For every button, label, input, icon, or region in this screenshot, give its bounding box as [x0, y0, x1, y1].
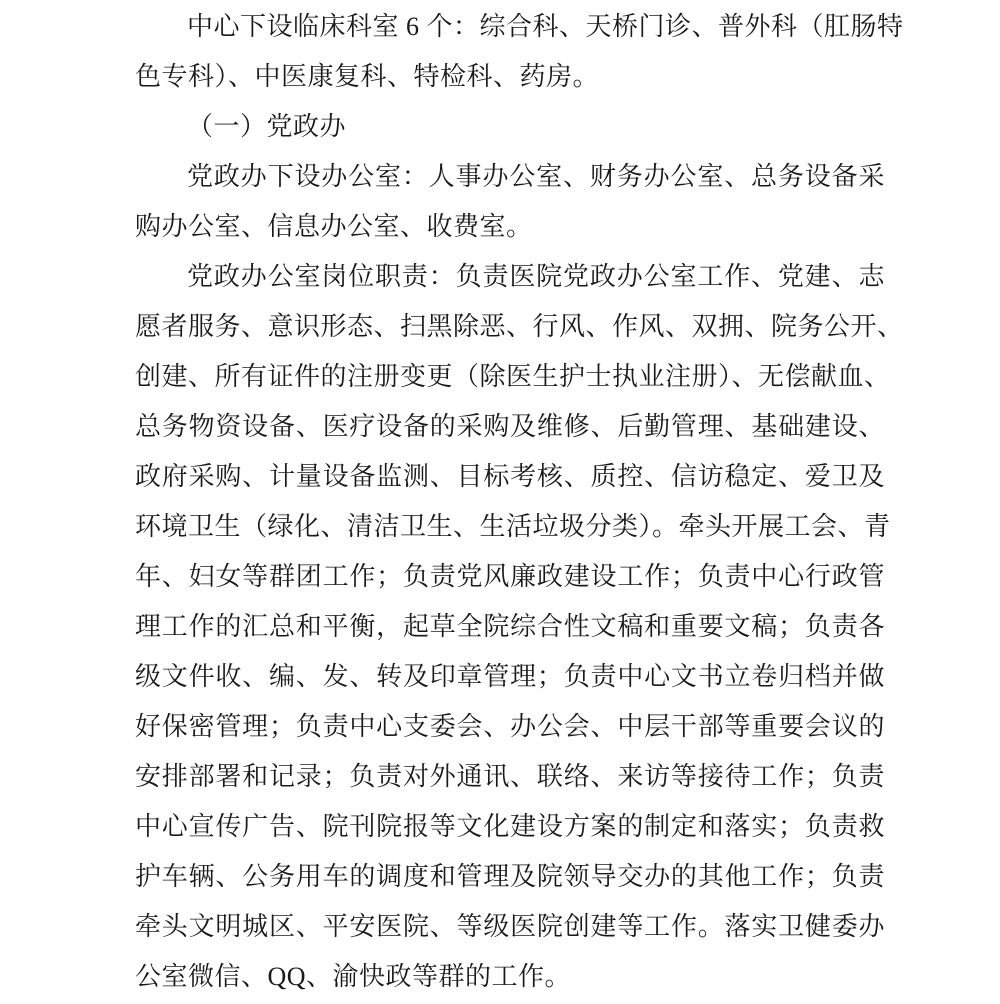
text-block — [135, 2, 904, 1002]
text-line: 中心宣传广告、院刊院报等文化建设方案的制定和落实；负责救 — [135, 812, 885, 841]
text-line: 理工作的汇总和平衡，起草全院综合性文稿和重要文稿；负责各 — [135, 612, 885, 641]
text-line: 安排部署和记录；负责对外通讯、联络、来访等接待工作；负责 — [135, 762, 885, 791]
text-line: 牵头文明城区、平安医院、等级医院创建等工作。落实卫健委办 — [135, 912, 885, 941]
text-line: 色专科）、中医康复科、特检科、药房。 — [135, 62, 600, 91]
text-line: 护车辆、公务用车的调度和管理及院领导交办的其他工作；负责 — [135, 862, 885, 891]
text-line: 政府采购、计量设备监测、目标考核、质控、信访稳定、爱卫及 — [135, 462, 885, 491]
text-line: 环境卫生（绿化、清洁卫生、生活垃圾分类）。牵头开展工会、青 — [135, 512, 891, 541]
text-line: 党政办下设办公室：人事办公室、财务办公室、总务设备采 — [187, 162, 885, 191]
text-line: 年、妇女等群团工作；负责党风廉政建设工作；负责中心行政管 — [135, 562, 885, 591]
text-line: 创建、所有证件的注册变更（除医生护士执业注册）、无偿献血、 — [135, 362, 891, 391]
text-line: 级文件收、编、发、转及印章管理；负责中心文书立卷归档并做 — [135, 662, 885, 691]
text-line: 购办公室、信息办公室、收费室。 — [135, 212, 533, 241]
text-line: 公室微信、QQ、渝快政等群的工作。 — [135, 962, 572, 991]
text-line: 总务物资设备、医疗设备的采购及维修、后勤管理、基础建设、 — [135, 412, 885, 441]
text-line: 愿者服务、意识形态、扫黑除恶、行风、作风、双拥、院务公开、 — [135, 312, 904, 341]
text-line: 好保密管理；负责中心支委会、办公会、中层干部等重要会议的 — [135, 712, 885, 741]
text-line: 中心下设临床科室 6 个：综合科、天桥门诊、普外科（肛肠特 — [187, 12, 904, 41]
text-line: （一）党政办 — [187, 112, 347, 141]
text-line: 党政办公室岗位职责：负责医院党政办公室工作、党建、志 — [187, 262, 885, 291]
